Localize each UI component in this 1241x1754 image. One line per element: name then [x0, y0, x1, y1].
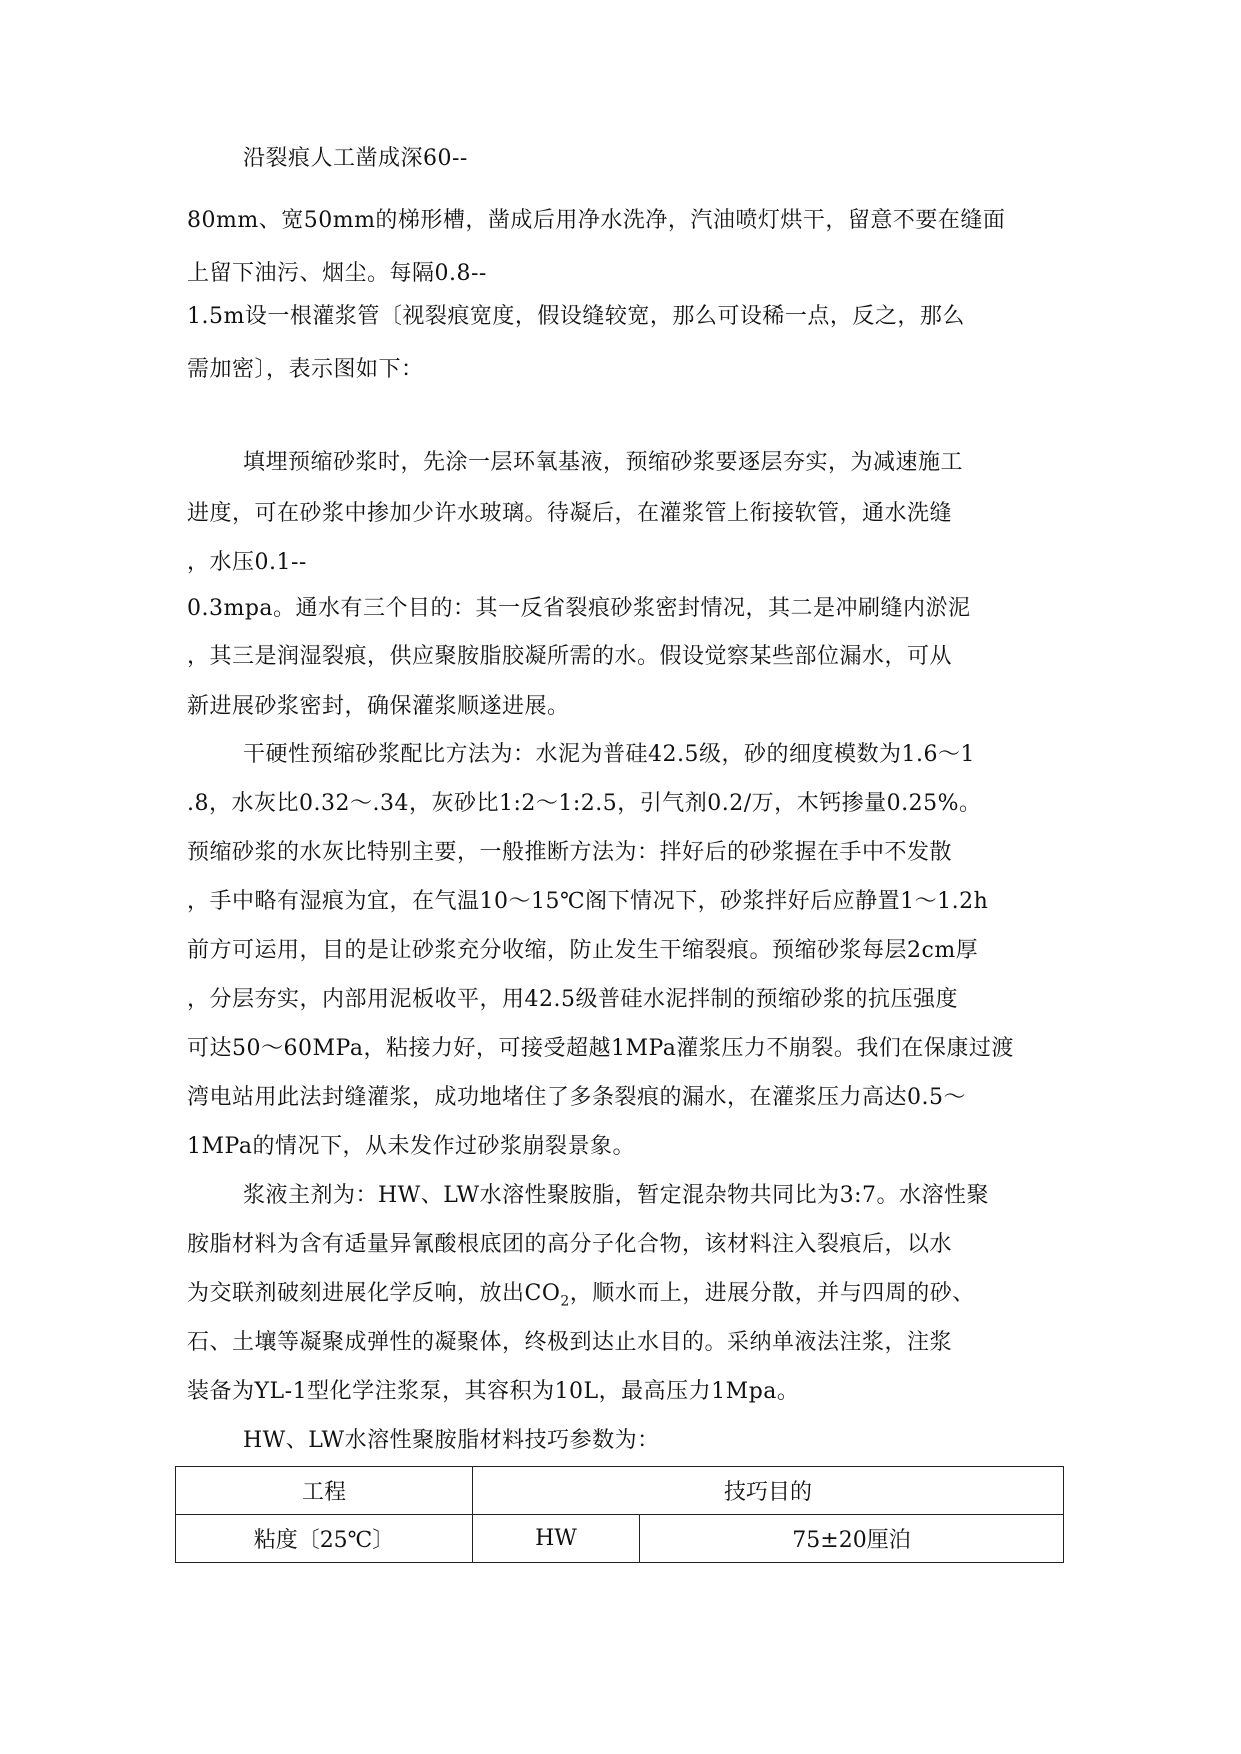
table-cell: 75±20厘泊 — [640, 1515, 1064, 1563]
text-line: 装备为YL-1型化学注浆泵，其容积为10L，最高压力1Mpa。 — [187, 1379, 800, 1404]
text-line: 可达50～60MPa，粘接力好，可接受超越1MPa灌浆压力不崩裂。我们在保康过渡 — [187, 1036, 1014, 1061]
table-caption: HW、LW水溶性聚胺脂材料技巧参数为： — [243, 1428, 660, 1453]
text-line: .8，水灰比0.32～.34，灰砂比1:2～1:2.5，引气剂0.2/万，木钙掺量0.25%。 — [187, 791, 982, 816]
text-line: 进度，可在砂浆中掺加少许水玻璃。待凝后，在灌浆管上衔接软管，通水洗缝 — [187, 501, 953, 526]
text-line: 1MPa的情况下，从未发作过砂浆崩裂景象。 — [187, 1134, 635, 1159]
table-cell: HW — [473, 1515, 640, 1563]
text-line: 填埋预缩砂浆时，先涂一层环氧基液，预缩砂浆要逐层夯实，为减速施工 — [243, 450, 964, 475]
table-cell: 粘度〔25℃〕 — [176, 1515, 473, 1563]
subscript: 2 — [560, 1293, 570, 1310]
text-line: 预缩砂浆的水灰比特别主要，一般推断方法为：拌好后的砂浆握在手中不发散 — [187, 840, 953, 865]
text-line: 湾电站用此法封缝灌浆，成功地堵住了多条裂痕的漏水，在灌浆压力高达0.5～ — [187, 1085, 966, 1110]
table-header-row — [176, 1467, 1064, 1515]
text-line: ，分层夯实，内部用泥板收平，用42.5级普硅水泥拌制的预缩砂浆的抗压强度 — [187, 987, 958, 1012]
text-line: 1.5m设一根灌浆管〔视裂痕宽度，假设缝较宽，那么可设稀一点，反之，那么 — [187, 304, 965, 329]
text-line: 新进展砂浆密封，确保灌浆顺遂进展。 — [187, 694, 570, 719]
text-run: 为交联剂破刻进展化学反响，放出CO — [187, 1281, 561, 1306]
text-line: 浆液主剂为：HW、LW水溶性聚胺脂，暂定混杂物共同比为3:7。水溶性聚 — [243, 1183, 990, 1208]
text-line: 上留下油污、烟尘。每隔0.8-- — [187, 261, 487, 286]
table-header-cell: 技巧目的 — [473, 1467, 1064, 1515]
text-line: ，手中略有湿痕为宜，在气温10～15℃阁下情况下，砂浆拌好后应静置1～1.2h — [187, 889, 989, 914]
text-line: 80mm、宽50mm的梯形槽，凿成后用净水洗净，汽油喷灯烘干，留意不要在缝面 — [187, 208, 1006, 233]
text-line: ，其三是润湿裂痕，供应聚胺脂胶凝所需的水。假设觉察某些部位漏水，可从 — [187, 644, 953, 669]
text-run: ，顺水而上，进展分散，并与四周的砂、 — [569, 1281, 975, 1306]
text-line: 需加密〕，表示图如下： — [187, 357, 424, 382]
text-line: 干硬性预缩砂浆配比方法为：水泥为普硅42.5级，砂的细度模数为1.6～1 — [243, 742, 975, 767]
text-line: 前方可运用，目的是让砂浆充分收缩，防止发生干缩裂痕。预缩砂浆每层2cm厚 — [187, 938, 979, 963]
text-line: 胺脂材料为含有适量异氰酸根底团的高分子化合物，该材料注入裂痕后，以水 — [187, 1232, 953, 1257]
text-line: 0.3mpa。通水有三个目的：其一反省裂痕砂浆密封情况，其二是冲刷缝内淤泥 — [187, 596, 971, 621]
table-header-cell: 工程 — [176, 1467, 473, 1515]
table-row — [176, 1515, 1064, 1563]
text-line: ，水压0.1-- — [187, 550, 307, 575]
text-line: 石、土壤等凝聚成弹性的凝聚体，终极到达止水目的。采纳单液法注浆，注浆 — [187, 1330, 953, 1355]
parameters-table — [175, 1466, 1064, 1563]
text-line — [187, 1279, 975, 1316]
text-line: 沿裂痕人工凿成深60-- — [243, 146, 468, 171]
